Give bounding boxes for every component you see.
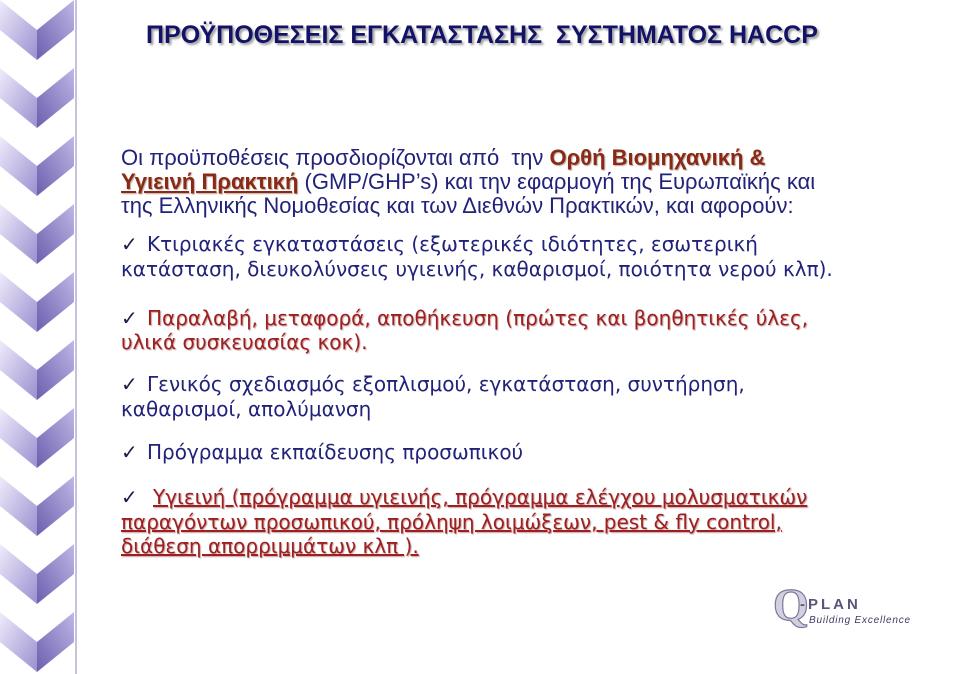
- bullet-text-line: διάθεση απορριμμάτων κλπ ).: [121, 534, 419, 558]
- bullet-receiving-storage: [121, 306, 808, 354]
- bullet-equipment-design: [121, 372, 745, 422]
- bullet-text-line: Πρόγραμμα εκπαίδευσης προσωπικού: [147, 440, 524, 464]
- checkmark-icon: ✓: [121, 440, 138, 464]
- intro-emphasis: Ορθή Βιομηχανική &: [549, 145, 766, 170]
- intro-line-1: [121, 146, 815, 170]
- intro-line-3: [121, 194, 815, 218]
- qplan-logo: [773, 579, 933, 636]
- bullet-text-line: παραγόντων προσωπικού, πρόληψη λοιμώξεων, pest & fly control,: [121, 509, 782, 534]
- logo-q-mark: Q: [773, 579, 809, 630]
- left-chevron-border: [0, 0, 78, 674]
- bullet-hygiene: [121, 485, 807, 559]
- bullet-staff-training: [121, 440, 523, 465]
- intro-emphasis: Υγιεινή Πρακτική: [121, 169, 299, 194]
- checkmark-icon: ✓: [121, 372, 138, 396]
- logo-wordmark: -PLAN: [800, 596, 861, 613]
- bullet-text-line: καθαρισμοί, απολύμανση: [121, 397, 372, 421]
- checkmark-icon: ✓: [121, 485, 138, 509]
- bullet-text-line: κατάσταση, διευκολύνσεις υγιεινής, καθαρισμοί, ποιότητα νερού κλπ).: [121, 257, 833, 281]
- bullet-text-line: Παραλαβή, μεταφορά, αποθήκευση (πρώτες και βοηθητικές ύλες,: [147, 306, 809, 330]
- bullet-text-line: Υγιεινή (πρόγραμμα υγιεινής, πρόγραμμα ελέγχου μολυσματικών: [153, 485, 808, 509]
- intro-text: Οι προϋποθέσεις προσδιορίζονται από την: [121, 145, 550, 170]
- checkmark-icon: ✓: [121, 232, 138, 256]
- intro-line-2: [121, 170, 815, 194]
- intro-paragraph: [121, 146, 815, 218]
- slide-title: ΠΡΟΫΠΟΘΕΣΕΙΣ ΕΓΚΑΤΑΣΤΑΣΗΣ ΣΥΣΤΗΜΑΤΟΣ HACCP: [146, 21, 818, 49]
- bullet-building-facilities: [121, 232, 833, 282]
- bullet-text-line: Κτιριακές εγκαταστάσεις (εξωτερικές ιδιότητες, εσωτερική: [147, 232, 758, 256]
- chevron-pattern-fill: [0, 0, 78, 674]
- logo-tagline: Building Excellence: [809, 615, 911, 626]
- bullet-text-line: υλικά συσκευασίας κοκ).: [121, 330, 368, 354]
- intro-text: της Ελληνικής Νομοθεσίας και των Διεθνών Πρακτικών, και αφορούν:: [121, 193, 794, 218]
- intro-text: (GMP/GHP’s) και την εφαρμογή της Ευρωπαϊκής και: [298, 169, 816, 194]
- checkmark-icon: ✓: [121, 306, 138, 330]
- bullet-text-line: Γενικός σχεδιασμός εξοπλισμού, εγκατάσταση, συντήρηση,: [147, 372, 745, 396]
